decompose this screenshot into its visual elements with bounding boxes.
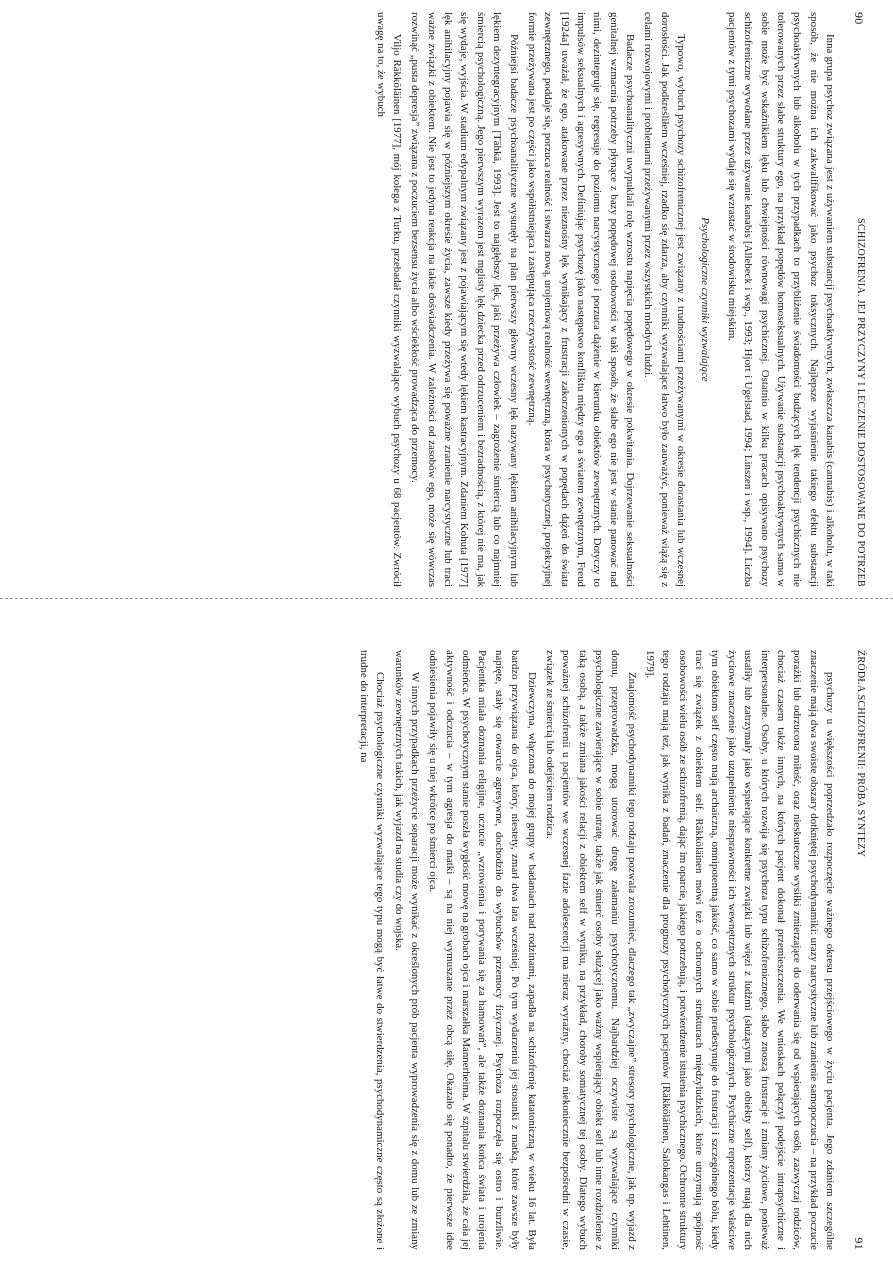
left-page (374, 12, 868, 587)
left-page-number: 90 (852, 12, 866, 25)
section-title: Psychologiczne czynniki wyzwalające (699, 217, 712, 382)
right-page-header (850, 650, 868, 1250)
page-fold-divider (0, 598, 893, 599)
left-paragraph: Typowo, wybuch psychozy schizofrenicznej jest związany z trudnościami przeżywanymi w okresie dorastania lub wczesnej dorosłości. Jak podkreśliłem wcześniej, rzadko się zdarza, aby czynniki wyzwalające łatwo było zauważyć, ponieważ wiążą się z celami rozwojowymi i problemami przeżywanymi przez wszystkich młodych ludzi. (642, 12, 688, 587)
right-paragraph: W innych przypadkach przeżycie separacji może wynikać z określonych prób pacjenta wyprowadzenia się z domu lub ze zmiany warunków zewnętrznych takich, jak wyjazd na studia czy do wojska. (392, 650, 422, 1250)
right-page-number: 91 (852, 1237, 866, 1250)
left-paragraph: Badacze psychoanalityczni uwypuklali rolę wzrostu napięcia popędowego w okresie pokwitania. Dojrzewanie seksualności genitalnej wzmacnia potrzeby płynące z bazy popędowej osobowości w taki sposób, że słabe ego nie jest w stanie panować nad nimi, dezintegruje się, regresuje do poziomu narcystycznego i porzuca dążenie w kierunku obiektów zewnętrznych. Dotyczy to impulsów seksualnych i agresywnych. Definiując psychozę jako następstwo konfliktu między ego a światem zewnętrznym, Freud [1924a] uważał, że ego, atakowane przez nieznośny lęk wynikający z frustracji zakorzenionych w popędach dążeń do świata zewnętrznego, poddaje się, porzuca realność i stwarza nową, urojeniową realność wewnętrzną, która w psychotycznej, projekcyjnej formie przeżywana jest po części jako współistniejąca i zastępująca rzeczywistość zewnętrzną. (525, 12, 637, 587)
right-page (357, 650, 868, 1250)
right-paragraph: Chociaż psychologiczne czynniki wyzwalające tego typu mogą być łatwe do stwierdzenia, psychodynamiczne często są złożone i trudne do interpretacji, na (357, 650, 387, 1250)
right-paragraph: Znajomość psychodynamiki tego rodzaju pozwala zrozumieć, dlaczego tak „zwyczajne” stresory psychologiczne, jak np. wyjazd z domu, przeprowadzka, mogą utorować drogę załamaniu psychotycznemu. Najbardziej oczywiste są wyzwalające czynniki psychologiczne zawierające w sobie utratę, także jak śmierć osoby służącej jako ważny wspierający obiekt self lub inne rozdzielenie z taką osobą, a także zmiana jakości relacji z obiektem self w wyniku, na przykład, choroby somatycznej tej osoby. Dlatego wybuch poważnej schizofrenii u pacjentów we wczesnej fazie adolescencji ma nieraz wyraźny, chociaż niekoniecznie bezpośredni w czasie, związek ze śmiercią lub odejściem rodzica. (543, 650, 638, 1250)
right-paragraph: psychozy u większości poprzedzało rozpoczęcie ważnego okresu przejściowego w życiu pacjenta. Jego zdaniem szczególne znaczenie mają dwa swoiste obszary dotkniętej psychodynamiki: urazy narcystyczne lub zranienie samopoczucia – na przykład poczucie porażki lub odrzucona miłość, oraz nieskuteczne wysiłki zmierzające do oderwania się od wspierających osób, zazwyczaj rodziców, chociaż czasem także innych, na których pacjent dokonał przemieszczenia. We wnioskach połączył podejście intrapsychiczne i interpersonalne. Osoby, u których rozwija się psychoza typu schizofrenicznego, słabo znoszą frustracje i zmiany życiowe, ponieważ ustaliły lub zatrzymały jako wspierające konkretne związki lub więzi z ludźmi (służącymi jako obiekty self), którzy mają dla nich życiowe znaczenie jako uzupełnienie niesprawności ich wewnętrznych struktur psychologicznych. Psychiczne reprezentacje właściwe tym obiektom self często mają archaiczną, omnipotentną jakość, co samo w sobie predestynuje do frustracji i szczególnego bólu, kiedy traci się związek z obiektem self. Räkköläinen mówi też o ochronnych strukturach międzyludzkich, które utrzymują spójność osobowości wielu osób ze schizofrenią, dając im oparcie, jakiego potrzebują, i potwierdzenie istnienia psychicznego. Ochronne struktury tego rodzaju mają też, jak wynika z badań, znaczenie dla prognozy psychotycznych pacjentów [Räkköläinen, Salokangas i Lehtinen, 1979]. (644, 650, 836, 1250)
left-paragraph: Inna grupa psychoz związana jest z używaniem substancji psychoaktywnych, zwłaszcza kanabis (cannabis) i alkoholu, w taki sposób, że nie można ich zakwalifikować jako psychoz toksycznych. Najlepsze wyjaśnienie takiego efektu substancji psychoaktywnych lub alkoholu w tych przypadkach to przybliżenie świadomości budzących lęk tendencji psychicznych nie tolerowanych przez słabe struktury ego, na przykład popędów homoseksualnych. Używanie substancji psychoaktywnych samo w sobie może być wskaźnikiem lęku lub chwiejności równowagi psychicznej. Ostatnio w kilku pracach opisywano psychozy schizofreniczne wywołane przez używanie kanabis [Allebeck i wsp., 1993; Hjort i Ugelstad, 1994; Linszen i wsp., 1994]. Liczba pacjentów z tymi psychozami wydaje się wzrastać w środowisku miejskim. (725, 12, 836, 587)
left-running-header: SCHIZOFRENIA. JEJ PRZYCZYNY I LECZENIE DOSTOSOWANE DO POTRZEB (855, 218, 866, 587)
left-paragraph: Późniejsi badacze psychoanalityczne wysunęły na plan pierwszy główny wczesny lęk nazywany lękiem anihilacyjnym lub lękiem dezyntegracyjnym [Tähkä, 1993]. Jest to najgłębszy lęk, jaki przeżywa człowiek – zagrożenie śmiercią lub co najmniej śmiercią psychologiczną. Jego pierwszym wyrazem jest mglisty lęk dziecka przed odrzuceniem i bezradnością, z której nie ma, jak się wydaje, wyjścia. W stadium edypalnym związany jest z pojawiającym się wtedy lękiem kastracyjnym. Zdaniem Kohuta [1977] lęk anihilacyjny pojawia się w późniejszym okresie życia, zawsze kiedy przeżywa się poważne zranienie narcystyczne lub traci ważne związki z obiektem. Nie jest to jedyna reakcja na takie doświadczenia. W zależności od zasobów ego, może się wówczas rozwinąć „pusta depresja” związana z poczuciem bezsensu życia albo wściekłość prowadząca do przemocy. (409, 12, 520, 587)
left-page-header (850, 12, 868, 587)
right-paragraph: Dziewczyna, włączona do mojej grupy w badaniach nad rodzinami, zapadła na schizofrenię katatoniczną w wieku 16 lat. Była bardzo przywiązana do ojca, który, niestety, zmarł dwa lata wcześniej. Po tym wydarzeniu jej stosunki z matką, które zawsze były napięte, stały się otwarcie agresywne, dochodziło do wybuchów przemocy fizycznej. Psychoza rozpoczęła się ostro i burzliwie. Pacjentka miała doznania religijne, uczucie „wzrowienia i porywania się za hamowań”, ale także doznania końca świata i urojenia odmieńca. W psychotycznym stanie poszła wygłosić mowę na grobach ojca i marszałka Mannerheima. W szpitalu stwierdziła, że cała jej aktywność i odczucia – w tym agresja do matki – są na niej wymuszane przez obcą siłę. Okazało się ponadto, że pierwsze idee odniesienia pojawiły się u niej wkrótce po śmierci ojca. (427, 650, 538, 1250)
right-running-header: ŹRÓDŁA SCHIZOFRENII: PRÓBA SYNTEZY (855, 650, 866, 858)
left-paragraph: Viljo Räkköläinen [1977], mój kolega z Turku, przebadał czynniki wyzwalające wybuch psychozy u 68 pacjentów. Zwrócił uwagę na to, że wybuch (374, 12, 404, 587)
